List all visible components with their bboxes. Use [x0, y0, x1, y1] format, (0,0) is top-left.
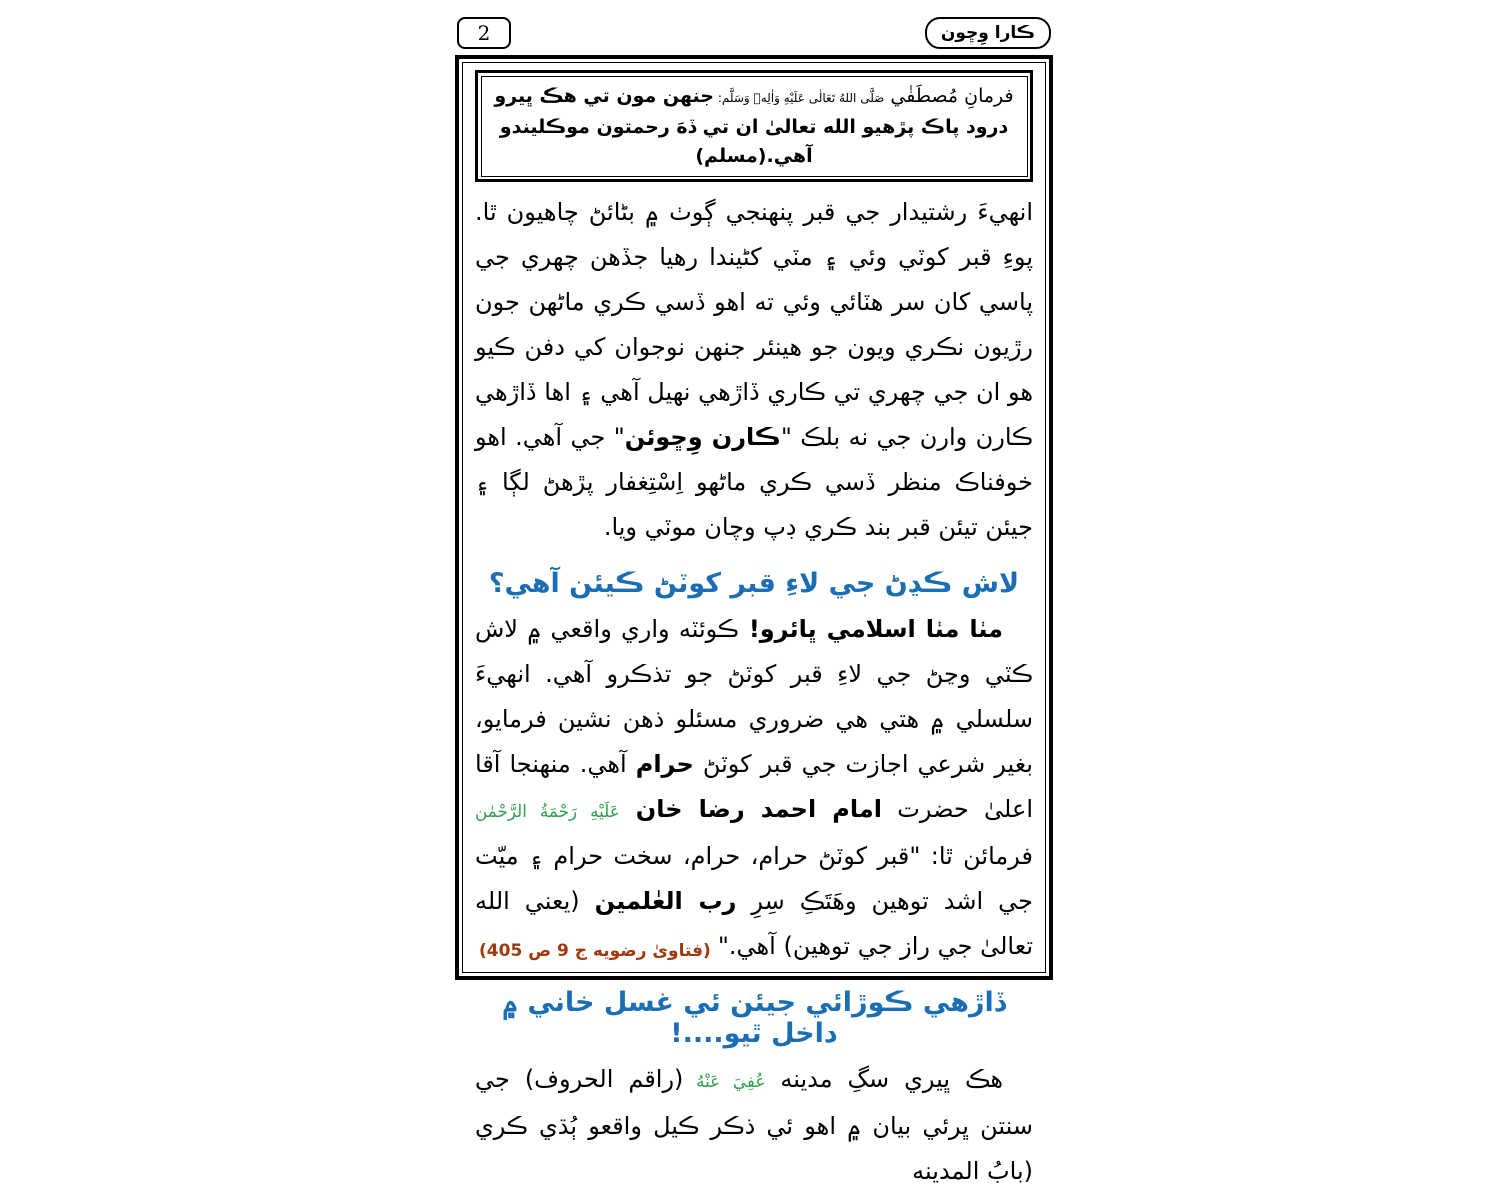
- citation-reference: (فتاویٰ رضويه ج 9 ص 405): [479, 941, 711, 961]
- text-segment-normal: " جي آهي. اهو خوفناڪ منظر ڏسي ڪري ماڻهو اِسْتِغفار پڙهڻ لڳا ۽ جيئن تيئن قبر بند ڪري ڊپ وچان موٽي ويا.: [475, 423, 1033, 541]
- content-frame-inner: [462, 62, 1046, 1185]
- text-segment-normal: ڪوئٽه واري واقعي ۾ لاش ڪٽي وڃڻ جي لاءِ قبر کوٽڻ جو تذڪرو آهي. انهيءَ سلسلي ۾ هتي هي ضروري مسئلو ذهن نشين فرمايو، بغير شرعي اجازت جي قبر کوٽڻ: [475, 615, 1033, 778]
- paragraph-1: [475, 190, 1033, 550]
- hadith-box: [475, 70, 1033, 182]
- text-segment-bold: رب العٰلمين: [594, 887, 737, 915]
- content-frame: [455, 55, 1053, 1185]
- paragraph-2: [475, 607, 1033, 969]
- text-segment-normal: (يعني الله تعالیٰ جي راز جي توهين) آهي.": [475, 887, 1033, 960]
- section-heading-2: ڏاڙهي ڪوڙائي جيئن ئي غسل خاني ۾ داخل ٿيو....!: [502, 987, 1006, 1049]
- text-segment-bold: ڪارن وِڇوئن: [624, 423, 781, 451]
- text-segment-normal: فرمائن ٿا: "قبر کوٽڻ حرام، حرام، سخت حرام ۽ ميّت جي اشد توهين وهَتَڪِ سِرِ: [475, 842, 1034, 915]
- text-segment-bold: امام احمد رضا خان: [619, 795, 882, 823]
- paragraph-2-wrap: [475, 607, 1033, 969]
- text-segment-normal: فرمانِ مُصطَفٰي: [884, 84, 1014, 107]
- text-segment-normal: (راقم الحروف) جي سنتن ڀرئي بيان ۾ اهو ئي ذڪر ڪيل واقعو ٻُڌي ڪري (بابُ المدينه: [475, 1065, 1033, 1185]
- text-segment-bold: حرام: [635, 750, 694, 778]
- section-heading-1: لاش ڪڍڻ جي لاءِ قبر کوٽڻ ڪيئن آهي؟: [488, 568, 1020, 599]
- page-header-row: [455, 14, 1053, 52]
- paragraph-3: [475, 1057, 1033, 1194]
- text-segment-green: عُفِيَ عَنْهُ: [683, 1071, 766, 1091]
- hadith-text: [481, 76, 1028, 177]
- page-column: [455, 14, 1053, 1185]
- text-segment-small: صَلَّى اللهُ تَعَالٰى عَلَيْهِ وَاٰلِهٖ وَسَلَّم:: [714, 90, 885, 105]
- text-segment-green: عَلَيْهِ رَحْمَةُ الرَّحْمٰن: [475, 801, 620, 821]
- text-segment-bold: جنهن مون تي هڪ ڀيرو درود پاڪ پڙهيو الله تعالیٰ ان تي ڏهَ رحمتون موڪليندو آهي.(مسلم): [494, 84, 1009, 167]
- book-title: ڪارا وِڇون: [925, 17, 1051, 49]
- text-segment-normal: آهي. منهنجا آقا اعلیٰ حضرت: [475, 750, 1033, 823]
- text-segment-normal: هڪ ڀيري سگِ مدينه: [765, 1065, 1003, 1093]
- text-segment-normal: انهيءَ رشتيدار جي قبر پنهنجي ڳوٺ ۾ بڻائڻ چاهيون ٿا. پوءِ قبر کوٽي وئي ۽ مٽي کڻيندا رهيا جڏهن چهري جي پاسي کان سر هٽائي وئي ته اهو ڏسي ڪري ماڻهن جون رڙيون نڪري ويون جو هينئر جنهن نوجوان کي دفن ڪيو هو ان جي چهري تي ڪاري ڏاڙهي نهيل آهي ۽ اها ڏاڙهي ڪارن وارن جي نه بلڪ ": [475, 198, 1033, 451]
- page-number: 2: [457, 17, 511, 49]
- text-segment-bold: مٺا مٺا اسلامي ڀائرو!: [738, 615, 1003, 643]
